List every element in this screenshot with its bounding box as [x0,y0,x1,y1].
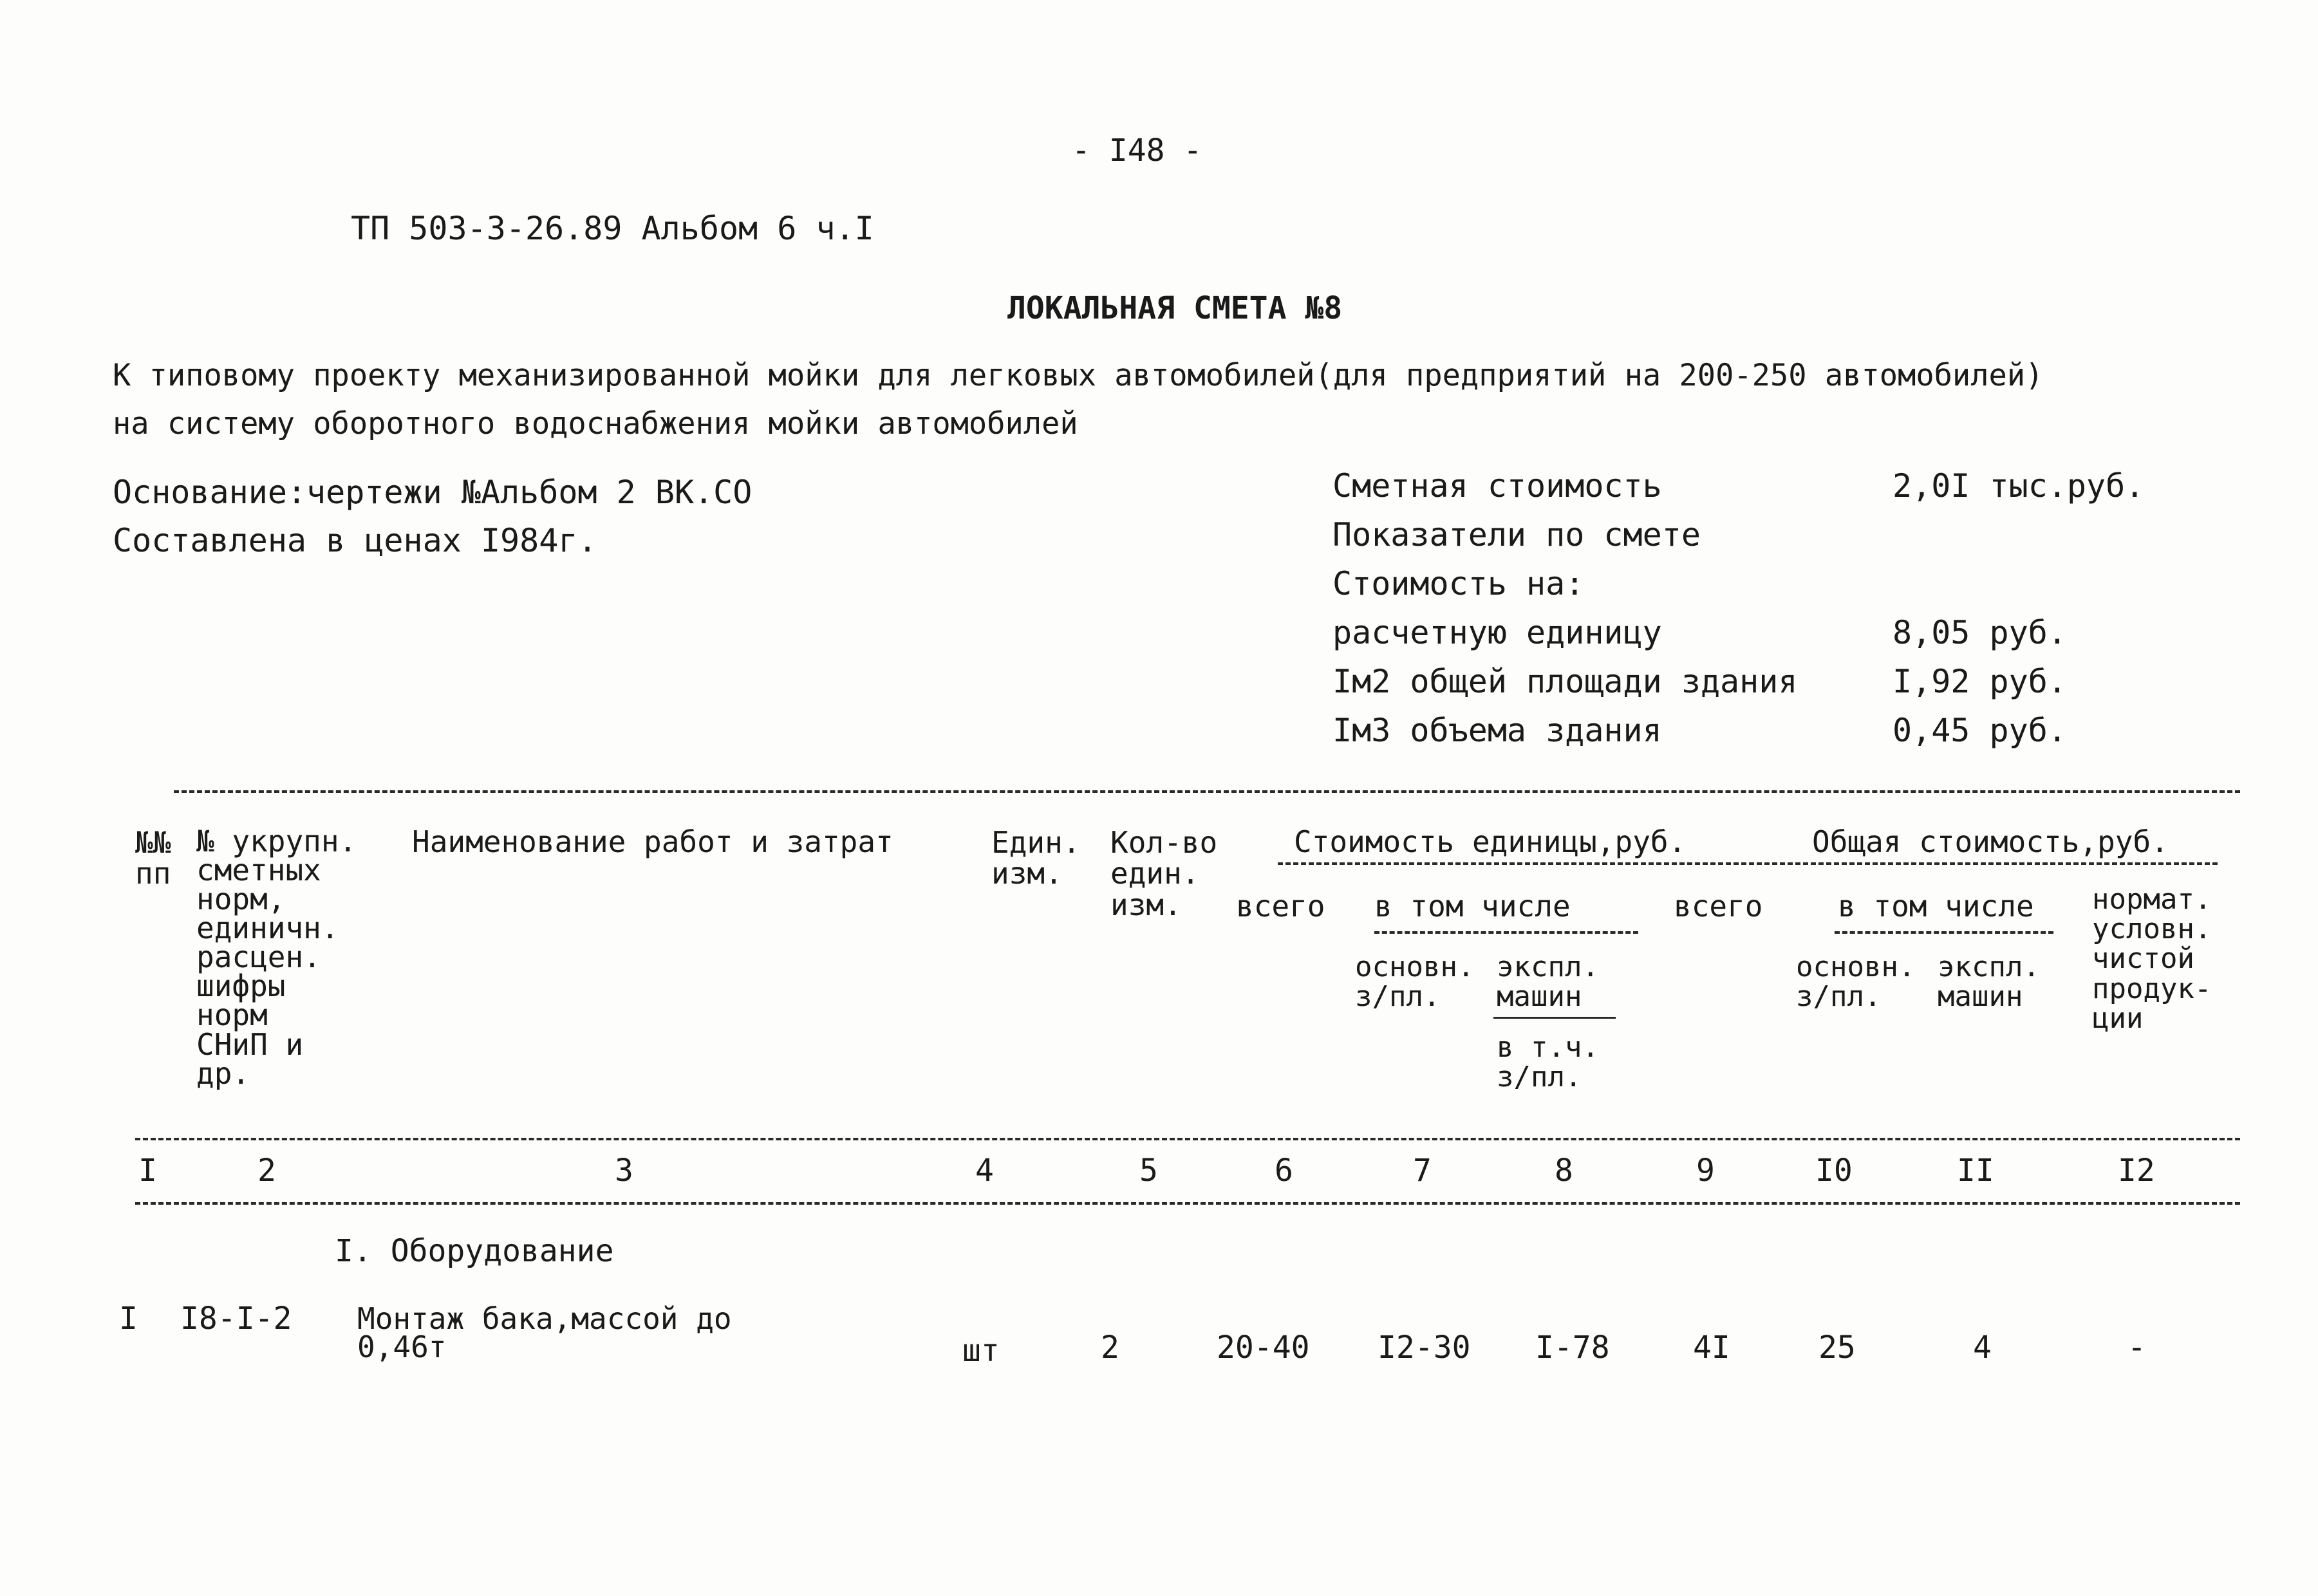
row-unit: шт [962,1333,1000,1369]
header-unit-machine: экспл. машин [1497,951,1599,1014]
summary-row-label: расчетную единицу [1332,614,1662,651]
table-top-rule [174,790,2240,793]
column-number: I [138,1153,157,1189]
cost-per-label: Стоимость на: [1332,565,1585,602]
row-quantity: 2 [1101,1330,1119,1366]
unit-incl-rule [1374,931,1638,934]
row-total-norm: - [2127,1330,2146,1366]
column-numbers-top-rule [135,1138,2240,1140]
header-norm-code: № укрупн. сметных норм, единичн. расцен. шифры норм СНиП и др. [196,824,357,1091]
column-number: I0 [1815,1153,1853,1189]
header-unit-incl: в том числе [1374,889,1571,923]
header-quantity: Кол-во един. изм. [1110,825,1218,922]
page-number: - I48 - [1072,133,1202,169]
header-total-total: всего [1674,889,1763,923]
header-row-number: №№ пп [135,825,171,891]
header-work-name: Наименование работ и затрат [412,824,893,859]
column-number: 6 [1275,1153,1293,1189]
subtitle-line-2: на систему оборотного водоснабжения мойки автомобилей [113,406,1078,441]
row-number: I [119,1301,138,1337]
header-total-cost-group: Общая стоимость,руб. [1812,824,2169,859]
column-numbers-bottom-rule [135,1202,2240,1205]
header-unit-total: всего [1236,889,1325,923]
header-unit-cost-group: Стоимость единицы,руб. [1294,824,1687,859]
column-number: 4 [975,1153,994,1189]
column-number: 5 [1139,1153,1158,1189]
column-number: 3 [615,1153,633,1189]
row-work-name: Монтаж бака,массой до 0,46т [357,1301,732,1364]
row-total: 4I [1693,1330,1730,1366]
header-total-machine: экспл. машин [1938,951,2040,1014]
column-number: 8 [1555,1153,1573,1189]
machine-underline [1493,1017,1616,1019]
header-unit: Един. изм. [991,825,1081,891]
estimated-cost-value: 2,0I тыс.руб. [1893,467,2145,505]
basis-line-1: Основание:чертежи №Альбом 2 ВК.СО [113,474,752,511]
column-number: 9 [1696,1153,1715,1189]
column-number: II [1957,1153,1994,1189]
header-total-incl: в том числе [1838,889,2034,923]
row-norm-code: I8-I-2 [180,1301,292,1337]
header-total-base: основн. з/пл. [1796,951,1916,1014]
summary-row-value: 0,45 руб. [1893,712,2067,749]
header-unit-machine-sub: в т.ч. з/пл. [1497,1031,1599,1094]
summary-row-label: Iм3 объема здания [1332,712,1662,749]
indicators-label: Показатели по смете [1332,516,1701,553]
section-title: I. Оборудование [335,1233,614,1269]
header-total-norm: нормат. условн. чистой продук- ции [2092,883,2212,1035]
summary-row-label: Iм2 общей площади здания [1332,663,1798,700]
summary-row-value: 8,05 руб. [1893,614,2067,651]
column-number: 7 [1413,1153,1432,1189]
row-unit-machine: I-78 [1535,1330,1610,1366]
column-number: 2 [257,1153,276,1189]
header-unit-base: основн. з/пл. [1355,951,1475,1014]
document-reference: ТП 503-3-26.89 Альбом 6 ч.I [351,210,874,247]
row-unit-total: 20-40 [1217,1330,1310,1366]
unit-cost-group-rule [1278,862,2218,865]
page-title: ЛОКАЛЬНАЯ СМЕТА №8 [1007,290,1343,326]
row-unit-base: I2-30 [1378,1330,1471,1366]
row-total-base: 25 [1818,1330,1856,1366]
column-number: I2 [2118,1153,2155,1189]
summary-row-value: I,92 руб. [1893,663,2067,700]
row-total-machine: 4 [1973,1330,1992,1366]
total-incl-rule [1835,931,2053,934]
subtitle-line-1: К типовому проекту механизированной мойки для легковых автомобилей(для предприятий на 200-250 автомобилей) [113,358,2044,393]
basis-line-2: Составлена в ценах I984г. [113,522,597,559]
estimated-cost-label: Сметная стоимость [1332,467,1662,505]
